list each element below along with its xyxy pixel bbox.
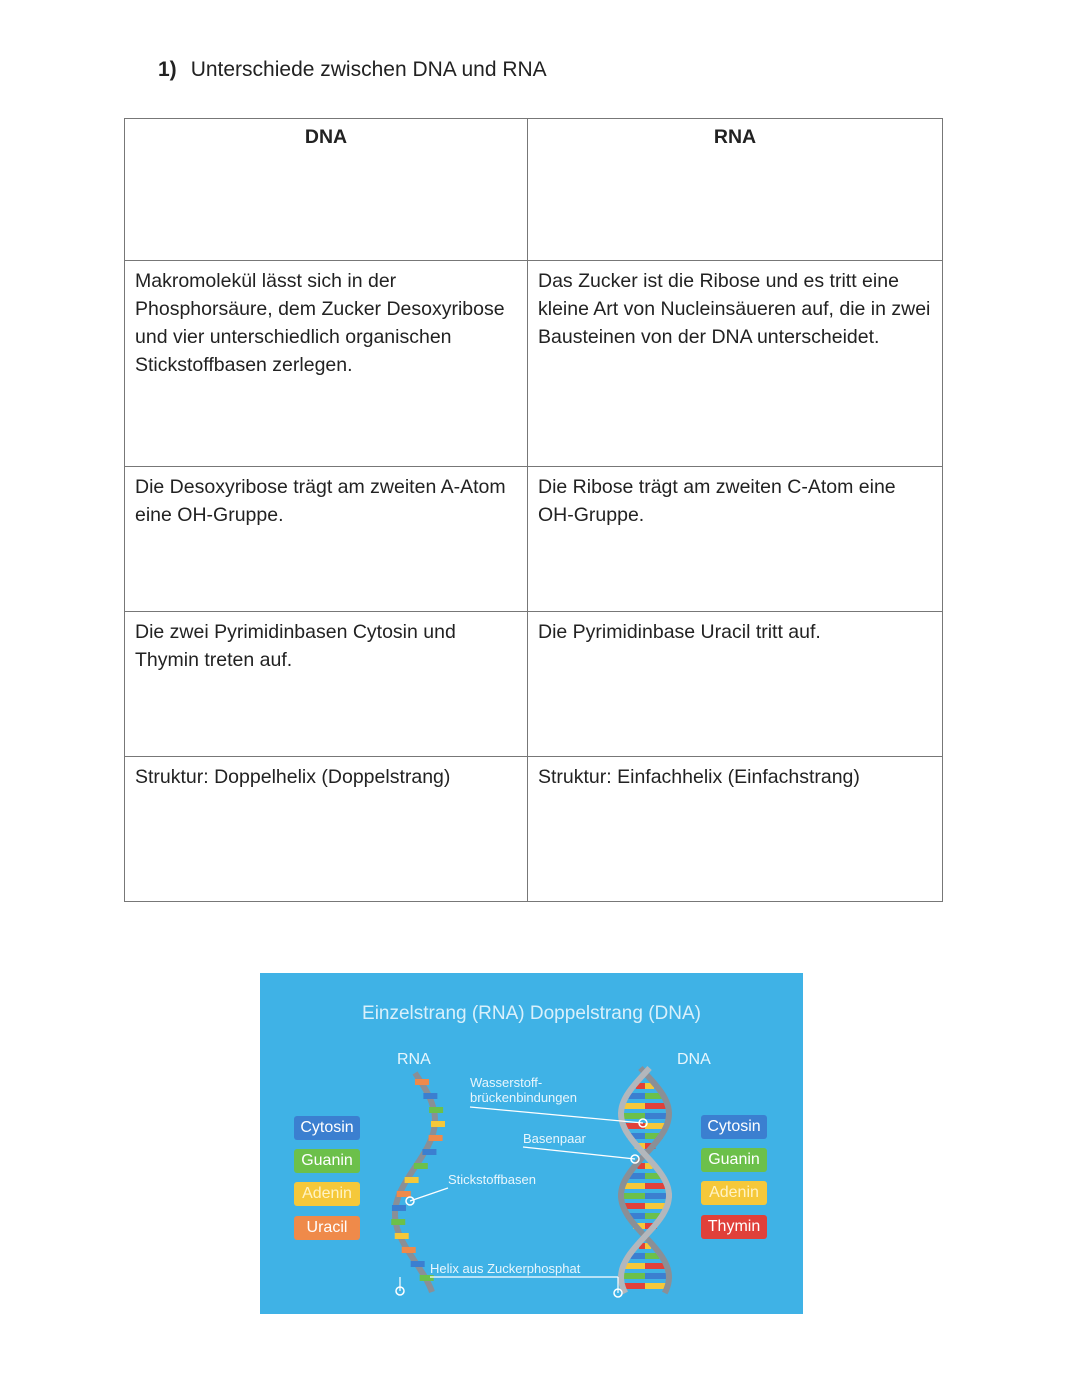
annotation-line — [523, 1147, 635, 1159]
rna-base — [429, 1135, 443, 1141]
comparison-table — [124, 118, 943, 902]
rna-base — [391, 1219, 405, 1225]
cell-rna: Struktur: Einfachhelix (Einfachstrang) — [528, 757, 943, 902]
cell-rna: Die Pyrimidinbase Uracil tritt auf. — [528, 612, 943, 757]
cell-rna: Das Zucker ist die Ribose und es tritt eine kleine Art von Nucleinsäueren auf, die in zwei Bausteinen von der DNA unterscheidet. — [528, 261, 943, 467]
legend-rna-adenin: Adenin — [294, 1182, 360, 1206]
table-header-row — [125, 119, 943, 261]
cell-dna: Die Desoxyribose trägt am zweiten A-Atom eine OH-Gruppe. — [125, 467, 528, 612]
dna-base — [645, 1263, 666, 1269]
dna-base — [645, 1183, 666, 1189]
dna-base — [645, 1193, 669, 1199]
rna-base — [402, 1247, 416, 1253]
table-row — [125, 261, 943, 467]
cell-dna: Die zwei Pyrimidinbasen Cytosin und Thymin treten auf. — [125, 612, 528, 757]
dna-base — [623, 1103, 645, 1109]
dna-base — [645, 1273, 669, 1279]
rna-base — [429, 1107, 443, 1113]
rna-base — [423, 1093, 437, 1099]
section-number: 1) — [158, 58, 177, 81]
table-row — [125, 467, 943, 612]
rna-base — [405, 1177, 419, 1183]
legend-dna-cytosin: Cytosin — [701, 1115, 767, 1139]
backbone-label: Helix aus Zuckerphosphat — [430, 1261, 581, 1276]
dna-base — [621, 1113, 645, 1119]
figure-title: Einzelstrang (RNA) Doppelstrang (DNA) — [362, 1003, 701, 1024]
rna-base — [395, 1233, 409, 1239]
hydrogen-bonds-label: Wasserstoff- brückenbindungen — [470, 1075, 577, 1105]
rna-base — [392, 1205, 406, 1211]
rna-dna-figure — [260, 973, 803, 1314]
dna-base — [645, 1103, 667, 1109]
rna-strand-label: RNA — [397, 1051, 431, 1068]
legend-rna-uracil: Uracil — [294, 1216, 360, 1240]
annotation-line — [410, 1188, 448, 1201]
header-dna: DNA — [125, 119, 528, 261]
table-row — [125, 612, 943, 757]
rna-base — [415, 1079, 429, 1085]
rna-base — [397, 1191, 411, 1197]
table-row — [125, 757, 943, 902]
dna-strand-label: DNA — [677, 1051, 711, 1068]
section-heading — [158, 58, 547, 82]
annotation-line — [470, 1107, 643, 1123]
dna-base — [621, 1273, 645, 1279]
nitrogen-bases-label: Stickstoffbasen — [448, 1172, 536, 1187]
rna-base — [414, 1163, 428, 1169]
rna-base — [422, 1149, 436, 1155]
dna-base — [645, 1113, 669, 1119]
legend-rna-cytosin: Cytosin — [294, 1116, 360, 1140]
legend-dna-guanin: Guanin — [701, 1148, 767, 1172]
legend-rna-guanin: Guanin — [294, 1149, 360, 1173]
base-pair-label: Basenpaar — [523, 1131, 586, 1146]
section-title: Unterschiede zwischen DNA und RNA — [190, 58, 547, 81]
legend-dna-thymin: Thymin — [701, 1215, 767, 1239]
legend-dna-adenin: Adenin — [701, 1181, 767, 1205]
dna-base — [621, 1193, 645, 1199]
header-rna: RNA — [528, 119, 943, 261]
rna-base — [411, 1261, 425, 1267]
cell-rna: Die Ribose trägt am zweiten C-Atom eine OH-Gruppe. — [528, 467, 943, 612]
dna-base — [624, 1183, 645, 1189]
cell-dna: Struktur: Doppelhelix (Doppelstrang) — [125, 757, 528, 902]
cell-dna: Makromolekül lässt sich in der Phosphorsäure, dem Zucker Desoxyribose und vier unterschiedlich organischen Stickstoffbasen zerlegen. — [125, 261, 528, 467]
dna-base — [624, 1263, 645, 1269]
rna-base — [431, 1121, 445, 1127]
